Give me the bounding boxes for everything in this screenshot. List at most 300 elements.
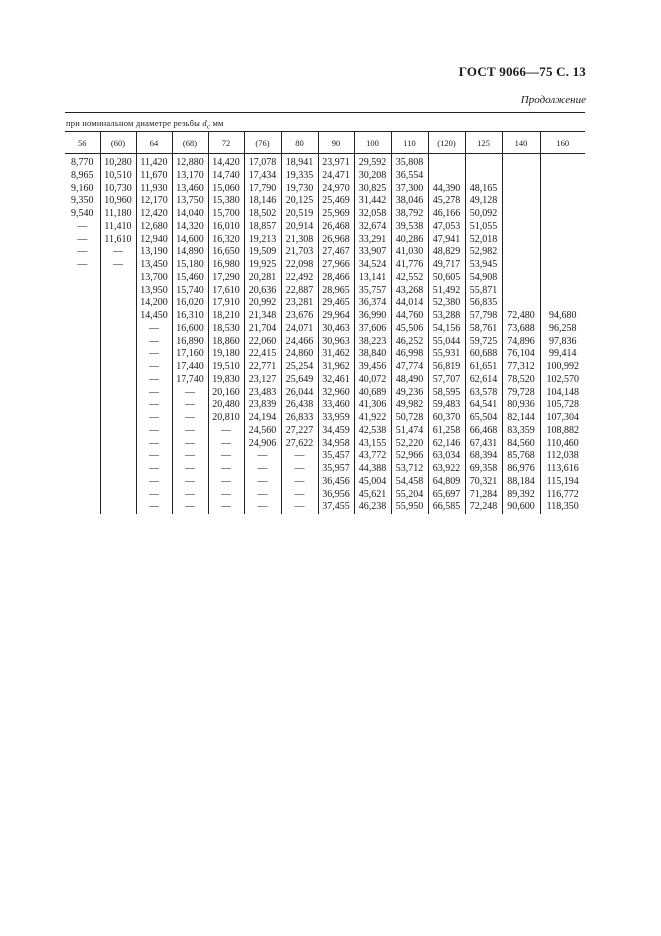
table-cell: 113,616 [540,463,585,476]
table-cell: 14,890 [172,246,208,259]
table-cell: 44,014 [391,297,428,310]
table-cell: 19,730 [281,183,318,196]
table-cell: — [208,489,244,502]
table-cell: 107,304 [540,412,585,425]
table-cell: 30,825 [354,183,391,196]
table-cell: — [208,463,244,476]
caption-subscript: с [206,122,211,131]
table-cell: 12,880 [172,154,208,170]
table-cell: 21,704 [244,323,281,336]
table-cell: — [172,463,208,476]
table-cell: 36,456 [318,476,354,489]
table-cell: 17,290 [208,272,244,285]
table-cell: 56,819 [428,361,465,374]
table-cell: — [136,323,172,336]
table-cell: 27,227 [281,425,318,438]
table-cell: 70,321 [465,476,502,489]
table-cell: 60,370 [428,412,465,425]
table-cell: 77,312 [502,361,540,374]
table-row [65,310,585,323]
table-cell [65,476,100,489]
table-cell [540,234,585,247]
table-cell: 11,610 [100,234,136,247]
table-cell [100,476,136,489]
table-cell: 76,104 [502,348,540,361]
table-cell: 38,840 [354,348,391,361]
table-cell: 24,970 [318,183,354,196]
column-header: (120) [428,132,465,154]
column-header: 125 [465,132,502,154]
table-cell: 13,700 [136,272,172,285]
table-cell: 38,792 [391,208,428,221]
table-cell: 13,460 [172,183,208,196]
table-cell: 12,940 [136,234,172,247]
table-cell [502,285,540,298]
table-cell: 20,914 [281,221,318,234]
table-cell [100,348,136,361]
table-row [65,336,585,349]
table-cell: 86,976 [502,463,540,476]
standard-page-header: ГОСТ 9066—75 С. 13 [458,64,586,79]
table-cell: 35,957 [318,463,354,476]
table-cell: 66,468 [465,425,502,438]
table-cell: 48,490 [391,374,428,387]
table-cell: — [172,412,208,425]
table-cell [502,272,540,285]
table-cell: 53,712 [391,463,428,476]
table-cell: 65,504 [465,412,502,425]
table-cell: 24,466 [281,336,318,349]
table-cell: — [136,463,172,476]
table-cell: — [136,336,172,349]
table-cell: — [208,450,244,463]
table-cell: 20,125 [281,195,318,208]
table-cell: 23,839 [244,399,281,412]
table-cell: 26,044 [281,387,318,400]
table-row [65,208,585,221]
table-cell: 18,146 [244,195,281,208]
caption-text: при номинальном диаметре резьбы [66,118,203,128]
table-cell: 72,480 [502,310,540,323]
table-cell: 22,415 [244,348,281,361]
table-cell: — [172,476,208,489]
table-cell [100,489,136,502]
table-cell: 16,310 [172,310,208,323]
table-cell: 23,281 [281,297,318,310]
table-cell [65,310,100,323]
table-cell [540,246,585,259]
table-cell: 30,963 [318,336,354,349]
table-cell: 19,925 [244,259,281,272]
table-cell: 58,595 [428,387,465,400]
table-cell: 17,078 [244,154,281,170]
table-row [65,234,585,247]
table-cell: 10,510 [100,170,136,183]
table-row [65,246,585,259]
table-cell: 36,554 [391,170,428,183]
table-cell: 16,890 [172,336,208,349]
table-cell: 55,950 [391,501,428,514]
table-cell: 50,092 [465,208,502,221]
table-cell [100,323,136,336]
table-cell: 13,750 [172,195,208,208]
table-cell: — [281,476,318,489]
table-row [65,297,585,310]
table-cell [100,501,136,514]
table-cell: — [77,233,88,245]
table-cell: 57,707 [428,374,465,387]
table-row [65,476,585,489]
table-row [65,285,585,298]
table-cell [65,463,100,476]
table-cell: 83,359 [502,425,540,438]
table-cell: — [244,476,281,489]
table-cell [502,221,540,234]
table-cell [540,183,585,196]
table-cell [540,259,585,272]
table-cell [65,272,100,285]
table-cell: 18,860 [208,336,244,349]
table-row [65,463,585,476]
table-cell: 22,098 [281,259,318,272]
table-cell: 15,380 [208,195,244,208]
table-cell: — [172,399,208,412]
table-cell: — [100,246,136,259]
column-header: 72 [208,132,244,154]
table-row [65,323,585,336]
table-cell: 15,740 [172,285,208,298]
table-cell: — [281,501,318,514]
table-cell: 65,697 [428,489,465,502]
table-cell [100,387,136,400]
table-cell: 13,170 [172,170,208,183]
table-cell: 62,146 [428,438,465,451]
table-cell: 16,980 [208,259,244,272]
table-cell: 16,600 [172,323,208,336]
table-cell: 59,483 [428,399,465,412]
table-cell: 13,190 [136,246,172,259]
table-cell: 37,455 [318,501,354,514]
column-header: 56 [65,132,100,154]
table-cell [428,170,465,183]
table-cell: — [172,387,208,400]
table-cell [100,297,136,310]
table-cell: 21,703 [281,246,318,259]
table-cell: 26,438 [281,399,318,412]
table-cell: 35,457 [318,450,354,463]
table-cell: 52,966 [391,450,428,463]
table-cell: 44,388 [354,463,391,476]
table-cell [100,336,136,349]
table-cell [100,450,136,463]
table-cell: 41,922 [354,412,391,425]
column-header: 64 [136,132,172,154]
table-cell: 18,210 [208,310,244,323]
table-cell: 18,941 [281,154,318,170]
table-cell [65,399,100,412]
table-cell [100,412,136,425]
table-cell: 19,335 [281,170,318,183]
caption-variable: d [202,118,207,128]
table-cell: 47,774 [391,361,428,374]
table-cell: 43,772 [354,450,391,463]
table-row [65,154,585,170]
table-cell [502,154,540,170]
table-cell: 38,223 [354,336,391,349]
table-cell: 44,390 [428,183,465,196]
table-cell: — [281,450,318,463]
table-cell: 52,018 [465,234,502,247]
table-cell: 48,829 [428,246,465,259]
table-cell [465,154,502,170]
table-cell: 17,740 [172,374,208,387]
table-cell [502,297,540,310]
table-cell: 48,165 [465,183,502,196]
table-cell: 46,998 [391,348,428,361]
table-cell: 34,958 [318,438,354,451]
table-cell [65,412,100,425]
table-cell [65,323,100,336]
table-cell: 21,348 [244,310,281,323]
table-cell [502,208,540,221]
table-cell: 20,281 [244,272,281,285]
table-cell: 14,040 [172,208,208,221]
column-header: (60) [100,132,136,154]
table-cell: 33,907 [354,246,391,259]
table-row [65,387,585,400]
table-row [65,399,585,412]
table-row [65,438,585,451]
table-cell: 55,204 [391,489,428,502]
table-cell: 26,468 [318,221,354,234]
table-cell: 10,960 [100,195,136,208]
table-cell: 15,460 [172,272,208,285]
table-cell: 8,965 [71,169,94,181]
table-cell: 26,833 [281,412,318,425]
table-cell: 94,680 [540,310,585,323]
table-cell: 22,060 [244,336,281,349]
table-cell [100,438,136,451]
table-cell: 19,830 [208,374,244,387]
table-cell: 29,964 [318,310,354,323]
table-cell: 90,600 [502,501,540,514]
table-cell: 14,450 [136,310,172,323]
table-cell: — [136,387,172,400]
table-cell: 30,208 [354,170,391,183]
table-cell: 16,010 [208,221,244,234]
table-cell: — [172,425,208,438]
table-cell [502,259,540,272]
table-cell: 45,506 [391,323,428,336]
column-header: 110 [391,132,428,154]
table-header-row [65,132,585,154]
table-cell: 17,790 [244,183,281,196]
column-header: (68) [172,132,208,154]
table-cell: 45,278 [428,195,465,208]
table-cell: — [244,501,281,514]
table-cell: 41,776 [391,259,428,272]
table-cell [540,221,585,234]
table-cell: — [208,476,244,489]
table-cell: 61,258 [428,425,465,438]
table-cell: 63,922 [428,463,465,476]
table-cell: 24,194 [244,412,281,425]
table-cell: 54,156 [428,323,465,336]
table-cell: 15,060 [208,183,244,196]
table-cell: 14,600 [172,234,208,247]
table-cell: 9,350 [71,195,94,207]
table-cell: 46,166 [428,208,465,221]
table-cell: 17,910 [208,297,244,310]
table-cell [100,374,136,387]
table-cell: — [172,438,208,451]
table-cell: 31,962 [318,361,354,374]
table-cell: 35,808 [391,154,428,170]
table-row [65,489,585,502]
table-cell: — [172,489,208,502]
table-cell [65,450,100,463]
table-cell [100,463,136,476]
table-cell: 46,252 [391,336,428,349]
table-cell: 63,034 [428,450,465,463]
table-cell [540,272,585,285]
table-cell: 50,728 [391,412,428,425]
table-cell: 45,004 [354,476,391,489]
table-cell: 54,458 [391,476,428,489]
table-cell: 25,649 [281,374,318,387]
table-cell: 102,570 [540,374,585,387]
table-row [65,450,585,463]
table-cell: — [136,438,172,451]
table-cell: 20,636 [244,285,281,298]
table-cell: 26,968 [318,234,354,247]
table-cell: 51,492 [428,285,465,298]
table-row [65,170,585,183]
table-cell: 105,728 [540,399,585,412]
table-cell: — [77,220,88,232]
table-cell: 33,291 [354,234,391,247]
table-cell: 27,467 [318,246,354,259]
column-header: 100 [354,132,391,154]
table-cell: — [136,450,172,463]
table-cell: 115,194 [540,476,585,489]
table-cell: 108,882 [540,425,585,438]
table-cell: 22,887 [281,285,318,298]
table-cell: 60,688 [465,348,502,361]
table-cell: 38,046 [391,195,428,208]
table-cell: 39,456 [354,361,391,374]
table-cell: 24,906 [244,438,281,451]
table-cell: 24,071 [281,323,318,336]
table-cell: 52,220 [391,438,428,451]
table-cell: 39,538 [391,221,428,234]
table-cell: 22,771 [244,361,281,374]
table-cell: 23,483 [244,387,281,400]
table-cell: 12,170 [136,195,172,208]
table-cell: 29,592 [354,154,391,170]
table-cell: — [77,246,88,258]
table-cell: 29,465 [318,297,354,310]
table-row [65,183,585,196]
table-cell: 32,674 [354,221,391,234]
table-cell: 41,306 [354,399,391,412]
table-cell: 40,689 [354,387,391,400]
table-cell [65,285,100,298]
table-cell: 16,020 [172,297,208,310]
table-row [65,361,585,374]
table-cell: 14,420 [208,154,244,170]
table-cell [65,348,100,361]
table-cell: 24,560 [244,425,281,438]
table-row [65,272,585,285]
table-cell: 110,460 [540,438,585,451]
table-cell: 51,055 [465,221,502,234]
table-cell: 20,480 [208,399,244,412]
table-cell: — [244,489,281,502]
table-cell: 32,461 [318,374,354,387]
column-header: 140 [502,132,540,154]
table-cell: — [136,412,172,425]
table-cell [65,489,100,502]
table-cell: 73,688 [502,323,540,336]
table-cell: 19,213 [244,234,281,247]
table-cell: — [208,425,244,438]
table-cell: 13,950 [136,285,172,298]
column-header: (76) [244,132,281,154]
table-cell: — [244,450,281,463]
table-cell: 31,442 [354,195,391,208]
table-cell [502,195,540,208]
table-cell [540,170,585,183]
table-cell: 44,760 [391,310,428,323]
table-cell: 118,350 [540,501,585,514]
table-cell: 12,420 [136,208,172,221]
table-cell: — [136,361,172,374]
table-cell: 99,414 [540,348,585,361]
table-cell: 49,236 [391,387,428,400]
table-cell: — [172,450,208,463]
table-cell: 33,460 [318,399,354,412]
table-cell: 18,857 [244,221,281,234]
table-cell: 46,238 [354,501,391,514]
table-cell [502,170,540,183]
table-cell: 56,835 [465,297,502,310]
table-top-rule [65,112,585,113]
table-cell: 13,450 [136,259,172,272]
table-cell: 47,941 [428,234,465,247]
table-cell [502,234,540,247]
table-cell: 84,560 [502,438,540,451]
table-cell: 55,871 [465,285,502,298]
table-cell: — [208,501,244,514]
table-cell: 37,300 [391,183,428,196]
table-cell [65,297,100,310]
table-cell: 19,509 [244,246,281,259]
table-cell: 24,471 [318,170,354,183]
table-cell: 100,992 [540,361,585,374]
table-cell [502,246,540,259]
table-cell: 116,772 [540,489,585,502]
table-cell: 19,510 [208,361,244,374]
table-cell: 11,410 [100,221,136,234]
table-cell: 20,519 [281,208,318,221]
table-cell: 34,524 [354,259,391,272]
table-cell: 42,538 [354,425,391,438]
table-caption [66,118,224,131]
table-cell: 45,621 [354,489,391,502]
table-cell: 64,809 [428,476,465,489]
table-cell: 97,836 [540,336,585,349]
